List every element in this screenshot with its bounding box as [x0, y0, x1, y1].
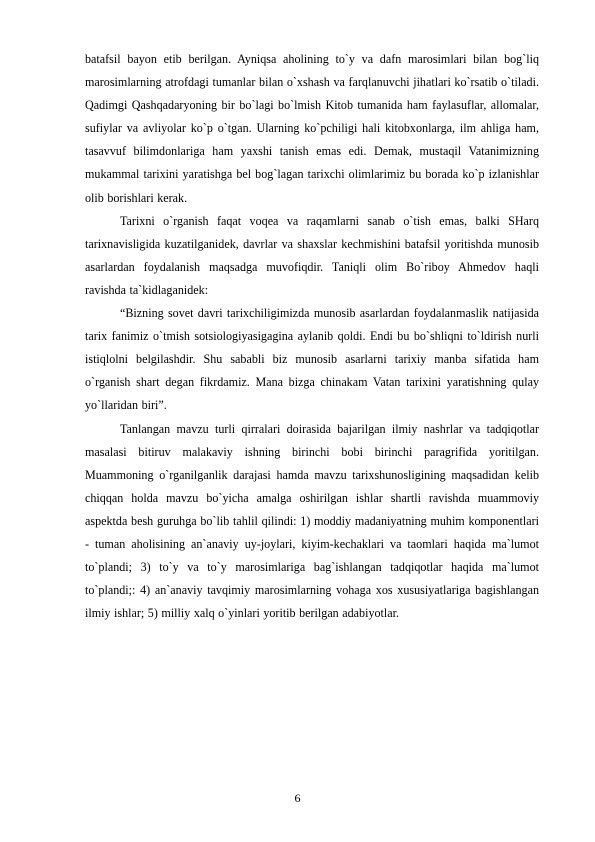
quote-paragraph: “Bizning sovet davri tarixchiligimizda munosib asarlardan foydalanmaslik natijasida tarix fanimiz o`tmish sotsiologiyasigagina aylanib qoldi. Endi bu bo`shliqni to`ldirish nurli istiqlolni belgilashdir. Shu sababli biz munosib asarlarni tarixiy manba sifatida ham o`rganish shart degan fikrdamiz. Mana bizga chinakam Vatan tarixini yaratishning qulay yo`llaridan biri”. [85, 306, 539, 413]
page-number: 6 [294, 791, 301, 805]
paragraph: Tanlangan mavzu turli qirralari doirasida bajarilgan ilmiy nashrlar va tadqiqotlar masalasi bitiruv malakaviy ishning birinchi bobi birinchi paragrifida yoritilgan. Muammoning o`rganilganlik darajasi hamda mavzu tarixshunosligining maqsadidan kelib chiqqan holda mavzu bo`yicha amalga oshirilgan ishlar shartli ravishda muammoviy aspektda besh guruhga bo`lib tahlil qilindi: 1) moddiy madaniyatning muhim komponentlari - tuman aholisining an`anaviy uy-joylari, kiyim-kechaklari va taomlari haqida ma`lumot to`plandi; 3) to`y va to`y marosimlariga bag`ishlangan tadqiqotlar haqida ma`lumot to`plandi;: 4) an`anaviy tavqimiy marosimlarning vohaga xos xususiyatlariga bagishlangan ilmiy ishlar; 5) milliy xalq o`yinlari yoritib berilgan adabiyotlar. [85, 421, 539, 621]
document-body [85, 48, 539, 625]
paragraph: batafsil bayon etib berilgan. Ayniqsa aholining to`y va dafn marosimlari bilan bog`liq marosimlarning atrofdagi tumanlar bilan o`xshash va farqlanuvchi jihatlari ko`rsatib o`tiladi. Qadimgi Qashqadaryoning bir bo`lagi bo`lmish Kitob tumanida ham faylasuflar, allomalar, sufiylar va avliyolar ko`p o`tgan. Ularning ko`pchiligi hali kitobxonlarga, ilm ahliga ham, tasavvuf bilimdonlariga ham yaxshi tanish emas edi. Demak, mustaqil Vatanimizning mukammal tarixini yaratishga bel bog`lagan tarixchi olimlarimiz bu borada ko`p izlanishlar olib borishlari kerak. [85, 52, 539, 205]
paragraph: Tarixni o`rganish faqat voqea va raqamlarni sanab o`tish emas, balki SHarq tarixnavisligida kuzatilganidek, davrlar va shaxslar kechmishini batafsil yoritishda munosib asarlardan foydalanish maqsadga muvofiqdir. Taniqli olim Bo`riboy Ahmedov haqli ravishda ta`kidlaganidek: [85, 213, 539, 297]
